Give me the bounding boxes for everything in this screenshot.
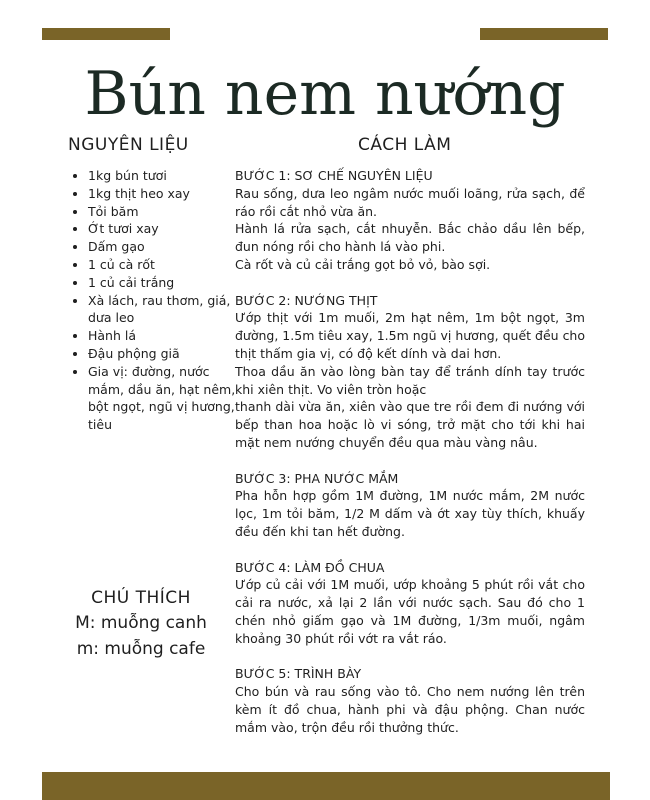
step-text: Pha hỗn hợp gồm 1M đường, 1M nước mắm, 2M nước lọc, 1m tỏi băm, 1/2 M dấm và ớt xay tùy thích, khuấy đều đến khi tan hết đường. [235,488,585,539]
top-right-accent-bar [480,28,608,40]
step-5 [235,665,585,736]
step-title: BƯỚC 3: PHA NƯỚC MẮM [235,470,399,486]
step-title: BƯỚC 5: TRÌNH BÀY [235,666,362,682]
ingredient-item: • Gia vị: đường, nước mắm, dầu ăn, hạt nêm, bột ngọt, ngũ vị hương, tiêu [88,363,238,434]
ingredient-item: • Xà lách, rau thơm, giá, dưa leo [88,292,238,328]
notes-box [56,586,226,662]
note-teaspoon: m: muỗng cafe [76,639,206,659]
ingredient-item: • Hành lá [88,327,238,345]
note-tablespoon: M: muỗng canh [75,613,207,633]
ingredients-heading: NGUYÊN LIỆU [68,135,189,155]
ingredients-list [74,167,238,434]
step-text: Cà rốt và củ cải trắng gọt bỏ vỏ, bào sợi. [235,256,491,272]
ingredient-item: • 1 củ cải trắng [88,274,238,292]
step-text: Cho bún và rau sống vào tô. Cho nem nướng lên trên kèm ít đồ chua, hành phi và đậu phộng. Chan nước mắm vào, trộn đều rồi thưởng thức. [235,684,585,735]
step-1 [235,167,585,274]
step-text: Ướp thịt với 1m muối, 2m hạt nêm, 1m bột ngọt, 3m đường, 1.5m tiêu xay, 1.5m ngũ vị hương, quết đều cho thịt thấm gia vị, có độ kết dính và dai hơn. [235,310,586,361]
ingredient-item: • 1kg thịt heo xay [88,185,238,203]
step-2 [235,292,585,452]
ingredient-item: • Dấm gạo [88,238,238,256]
step-text: Ướp củ cải với 1M muối, ướp khoảng 5 phút rồi vắt cho cải ra nước, xả lại 2 lần với nước sạch. Sau đó cho 1 chén nhỏ giấm gạo và 1M đường, 1/3m muối, ngâm khoảng 30 phút rồi vớt ra vắt ráo. [235,577,585,646]
ingredient-item: • Ớt tươi xay [88,220,238,238]
method-section [235,167,585,754]
ingredient-item: • 1kg bún tươi [88,167,238,185]
step-text: Hành lá rửa sạch, cắt nhuyễn. Bắc chảo dầu lên bếp, đun nóng rồi cho hành lá vào phi. [235,221,585,255]
top-left-accent-bar [42,28,170,40]
step-title: BƯỚC 1: SƠ CHẾ NGUYÊN LIỆU [235,168,433,183]
ingredient-item: • 1 củ cà rốt [88,256,238,274]
method-heading: CÁCH LÀM [358,135,452,155]
step-3 [235,470,585,541]
step-text: Rau sống, dưa leo ngâm nước muối loãng, rửa sạch, để ráo rồi cắt nhỏ vừa ăn. [235,185,585,219]
ingredient-item: • Tỏi băm [88,203,238,221]
bottom-accent-bar [42,772,610,800]
step-text: Thoa dầu ăn vào lòng bàn tay để tránh dính tay trước khi xiên thịt. Vo viên tròn hoặc [235,363,585,397]
recipe-title: Bún nem nướng [84,59,566,129]
step-title: BƯỚC 4: LÀM ĐỒ CHUA [235,559,385,575]
step-text: thanh dài vừa ăn, xiên vào que tre rồi đem đi nướng với bếp than hoa hoặc lò vi sóng, trở mặt cho tới khi hai mặt nem nướng chuyển đều qua màu vàng nâu. [235,399,585,450]
ingredient-item: • Đậu phộng giã [88,345,238,363]
step-4 [235,559,585,648]
notes-heading: CHÚ THÍCH [91,588,191,608]
step-title: BƯỚC 2: NƯỚNG THỊT [235,292,378,308]
